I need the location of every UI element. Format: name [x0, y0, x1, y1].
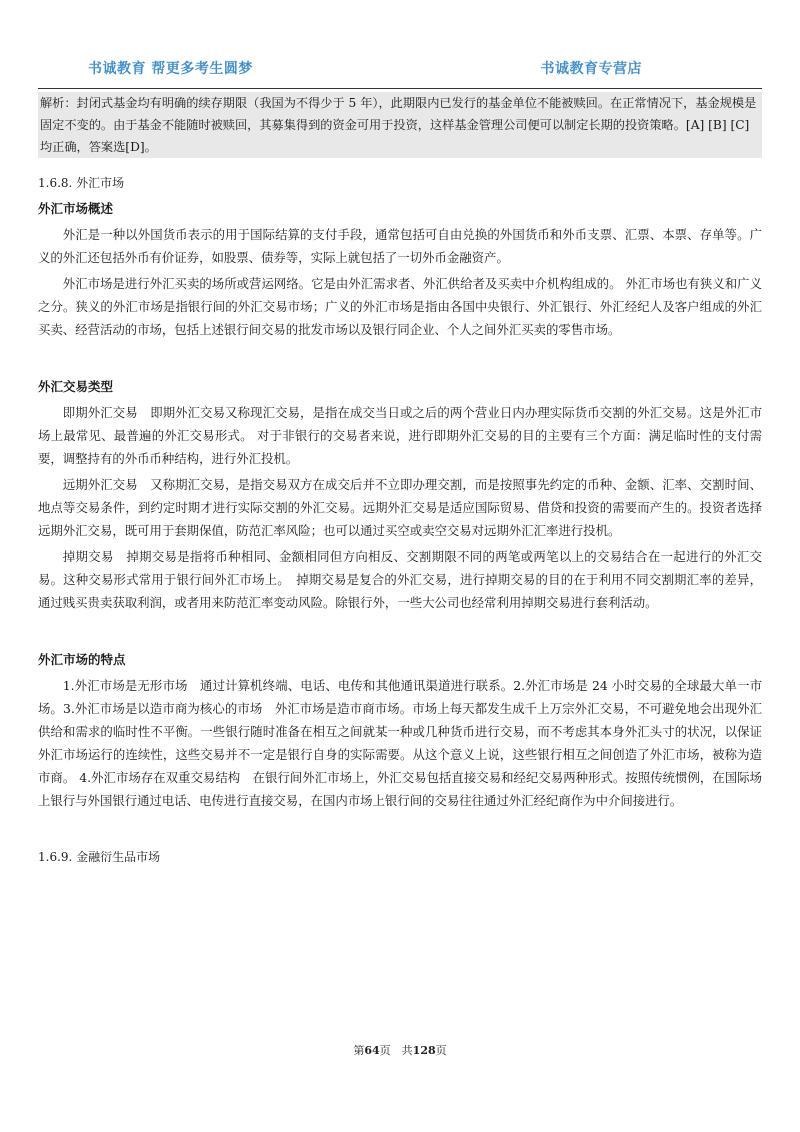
page-footer	[0, 1042, 800, 1058]
header-store-name: 书诚教育专营店	[540, 61, 642, 77]
paragraph-spot-trading: 即期外汇交易 即期外汇交易又称现汇交易，是指在成交当日或之后的两个营业日内办理实际货币交割的外汇交易。这是外汇市场上最常见、最普遍的外汇交易形式。 对于非银行的交易者来说，进行即期外汇交易的目的主要有三个方面：满足临时性的支付需要，调整持有的外币币种结构，进行外汇投机。	[38, 405, 762, 466]
footer-suffix: 页	[435, 1044, 447, 1057]
header-brand-slogan: 书诚教育 帮更多考生圆梦	[88, 61, 253, 77]
page-header	[38, 54, 762, 89]
total-page-count: 128	[412, 1044, 436, 1057]
paragraph-swap-trading: 掉期交易 掉期交易是指将币种相同、金额相同但方向相反、交割期限不同的两笔或两笔以上的交易结合在一起进行的外汇交易。这种交易形式常用于银行间外汇市场上。 掉期交易是复合的外汇交易，进行掉期交易的目的在于利用不同交割期汇率的差异，通过贱买贵卖获取利润，或者用来防范汇率变动风险。除银行外，一些大公司也经常利用掉期交易进行套利活动。	[38, 549, 762, 610]
footer-mid: 页 共	[379, 1044, 413, 1057]
subheading-trade-types: 外汇交易类型	[38, 379, 114, 394]
answer-analysis: 解析：封闭式基金均有明确的续存期限（我国为不得少于 5 年），此期限内已发行的基金单位不能被赎回。在正常情况下，基金规模是固定不变的。由于基金不能随时被赎回，其募集得到的资金可用于投资，这样基金管理公司便可以制定长期的投资策略。[A] [B] [C]均正确，答案选[D]。	[38, 92, 762, 158]
section-heading-1-6-9: 1.6.9. 金融衍生品市场	[38, 850, 161, 864]
current-page-number: 64	[364, 1044, 380, 1057]
paragraph-features: 1.外汇市场是无形市场 通过计算机终端、电话、电传和其他通讯渠道进行联系。2.外汇市场是 24 小时交易的全球最大单一市场。3.外汇市场是以造市商为核心的市场 外汇市场是造市商市场。市场上每天都发生成千上万宗外汇交易，不可避免地会出现外汇供给和需求的临时性不平衡。一些银行随时准备在相互之间就某一种或几种货币进行交易，而不考虑其本身外汇头寸的状况，以保证外汇市场运行的连续性，这些交易并不一定是银行自身的实际需要。从这个意义上说，这些银行相互之间创造了外汇市场，被称为造市商。 4.外汇市场存在双重交易结构 在银行间外汇市场上，外汇交易包括直接交易和经纪交易两种形式。按照传统惯例，在国际场上银行与外国银行通过电话、电传进行直接交易，在国内市场上银行间的交易往往通过外汇经纪商作为中介间接进行。	[38, 678, 762, 808]
footer-prefix: 第	[353, 1044, 365, 1057]
paragraph-forward-trading: 远期外汇交易 又称期汇交易，是指交易双方在成交后并不立即办理交割，而是按照事先约定的币种、金额、汇率、交割时间、地点等交易条件，到约定时期才进行实际交割的外汇交易。远期外汇交易是适应国际贸易、借贷和投资的需要而产生的。投资者选择远期外汇交易，既可用于套期保值，防范汇率风险；也可以通过买空或卖空交易对远期外汇汇率进行投机。	[38, 477, 762, 538]
paragraph-overview-1: 外汇是一种以外国货币表示的用于国际结算的支付手段，通常包括可自由兑换的外国货币和外币支票、汇票、本票、存单等。广义的外汇还包括外币有价证券，如股票、债券等，实际上就包括了一切外币金融资产。	[38, 227, 762, 265]
subheading-overview: 外汇市场概述	[38, 201, 114, 216]
section-heading-1-6-8: 1.6.8. 外汇市场	[38, 176, 125, 190]
subheading-features: 外汇市场的特点	[38, 652, 126, 667]
document-body	[38, 92, 762, 869]
paragraph-overview-2: 外汇市场是进行外汇买卖的场所或营运网络。它是由外汇需求者、外汇供给者及买卖中介机构组成的。 外汇市场也有狭义和广义之分。狭义的外汇市场是指银行间的外汇交易市场；广义的外汇市场是指由各国中央银行、外汇银行、外汇经纪人及客户组成的外汇买卖、经营活动的市场，包括上述银行间交易的批发市场以及银行同企业、个人之间外汇买卖的零售市场。	[38, 276, 762, 337]
